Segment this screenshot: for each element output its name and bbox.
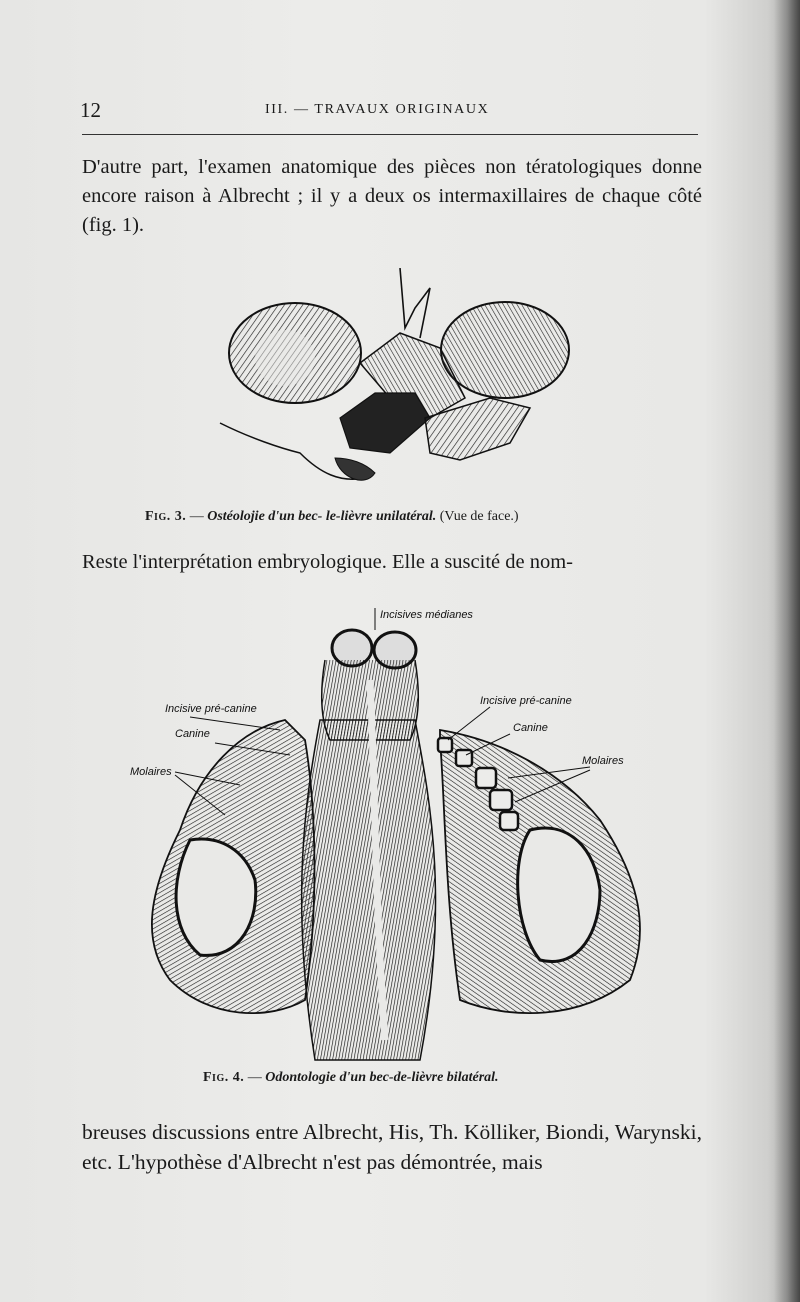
- label-incisive-pre-canine-left: Incisive pré-canine: [165, 703, 257, 715]
- running-head: [80, 98, 700, 122]
- section-title: III. — TRAVAUX ORIGINAUX: [265, 102, 490, 117]
- figure-3-dash: —: [186, 509, 208, 524]
- header-rule: [82, 134, 698, 135]
- page-number: 12: [80, 98, 101, 122]
- label-canine-right: Canine: [513, 722, 548, 734]
- figure-4-caption: [203, 1070, 499, 1086]
- label-canine-left: Canine: [175, 728, 210, 740]
- label-molaires-left: Molaires: [130, 766, 172, 778]
- figure-4-illustration: [130, 600, 670, 1068]
- figure-4-dash: —: [244, 1070, 266, 1085]
- incisor-fragment: [335, 458, 375, 480]
- vomer-column: [302, 720, 436, 1060]
- paragraph-2: Reste l'interprétation embryologique. Elle a suscité de nom-: [82, 551, 573, 573]
- label-incisives-medianes: Incisives médianes: [380, 609, 473, 621]
- book-spine-shadow: [774, 0, 800, 1302]
- label-molaires-right: Molaires: [582, 755, 624, 767]
- nasal-bone-lines: [400, 268, 430, 338]
- figure-4-title: Odontologie d'un bec-de-lièvre bilatéral.: [265, 1070, 499, 1085]
- skull-left-orbit: [229, 303, 361, 403]
- figure-3-number: Fig. 3.: [145, 509, 187, 524]
- figure-3-caption: [145, 509, 519, 525]
- figure-3-illustration: [200, 268, 580, 498]
- paragraph-1: D'autre part, l'examen anatomique des pièces non tératologiques donne encore raison à Albrecht ; il y a deux os intermaxillaires de chaque côté (fig. 1).: [82, 156, 702, 236]
- label-incisive-pre-canine-right: Incisive pré-canine: [480, 695, 572, 707]
- maxilla-left: [340, 393, 430, 453]
- figure-3-title: Ostéolojie d'un bec- le-lièvre unilatéral.: [207, 509, 437, 524]
- figure-4-number: Fig. 4.: [203, 1070, 245, 1085]
- paragraph-3: breuses discussions entre Albrecht, His, Th. Kölliker, Biondi, Warynski, etc. L'hypothèse d'Albrecht n'est pas démontrée, mais: [82, 1120, 702, 1174]
- skull-right-orbit: [441, 302, 569, 398]
- figure-3-suffix: (Vue de face.): [436, 509, 519, 524]
